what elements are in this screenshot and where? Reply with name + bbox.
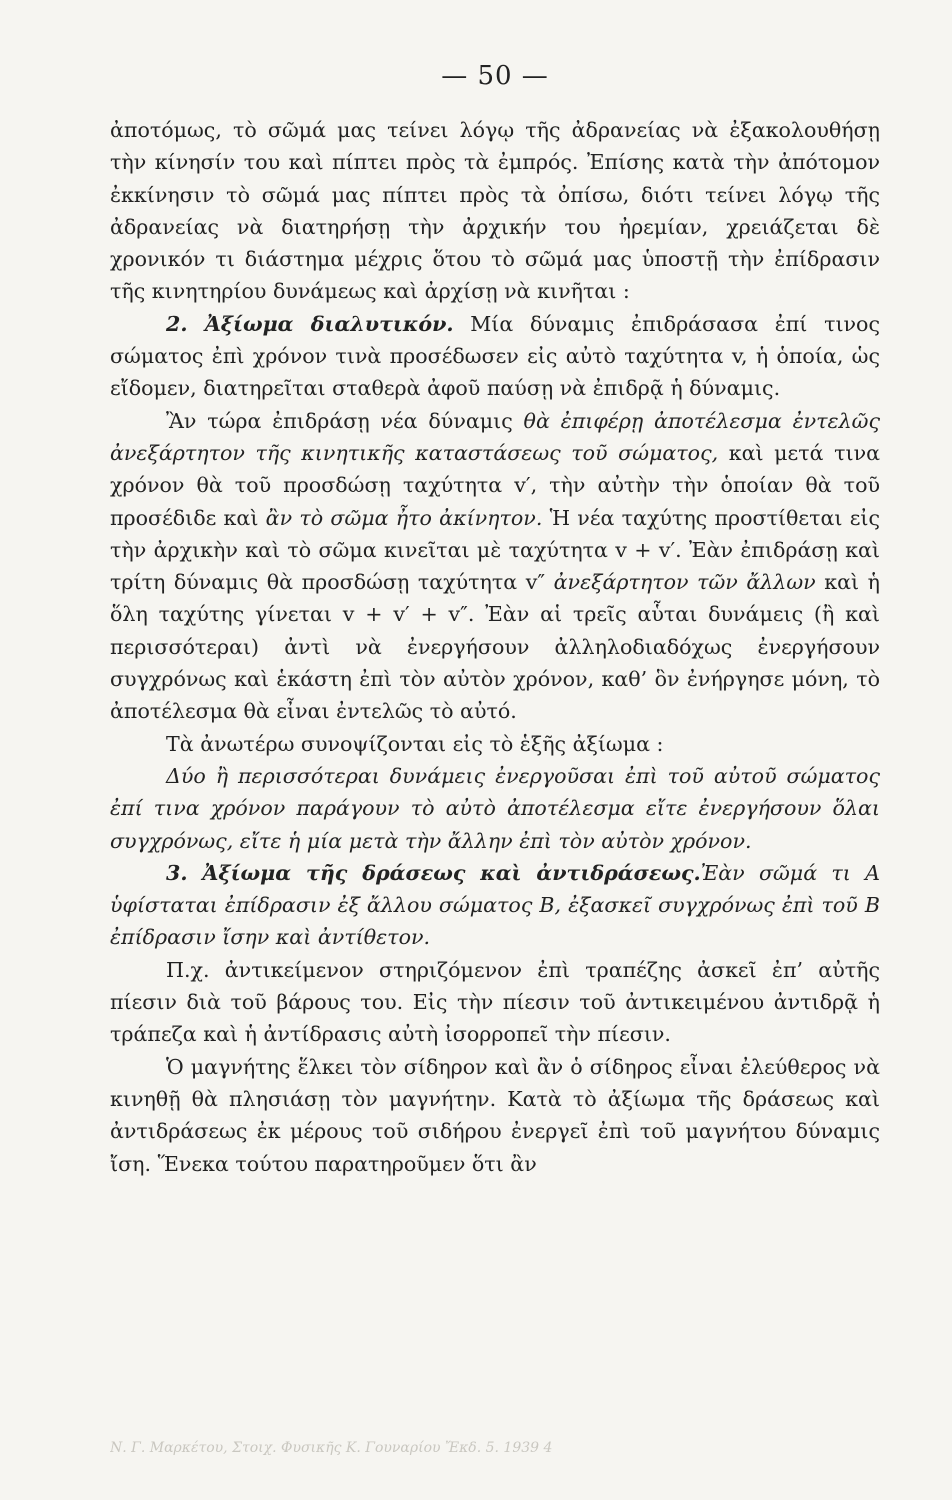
paragraph-inertia: ἀποτόμως, τὸ σῶμά μας τείνει λόγῳ τῆς ἀδρανείας νὰ ἐξακολουθήσῃ τὴν κίνησίν του καὶ πίπτει πρὸς τὰ ἐμπρός. Ἐπίσης κατὰ τὴν ἀπότομον ἐκκίνησιν τὸ σῶμά μας πίπτει πρὸς τὰ ὀπίσω, διότι τείνει λόγῳ τῆς ἀδρανείας νὰ διατηρήσῃ τὴν ἀρχικήν του ἠρεμίαν, χρειάζεται δὲ χρονικόν τι διάστημα μέχρις ὅτου τὸ σῶμά μας ὑποστῇ τὴν ἐπίδρασιν τῆς κινητηρίου δυνάμεως καὶ ἀρχίσῃ νὰ κινῆται : — [110, 118, 880, 304]
axiom-2-text: Μία δύναμις ἐπιδράσασα ἐπί τινος σώματος ἐπὶ χρόνον τινὰ προσέδωσεν εἰς αὐτὸ ταχύτητα v, ἡ ὁποία, ὡς εἴδομεν, διατηρεῖται σταθερὰ ἀφοῦ παύσῃ νὰ ἐπιδρᾷ ἡ δύναμις. — [110, 311, 880, 401]
paragraph-magnet-example: Ὁ μαγνήτης ἕλκει τὸν σίδηρον καὶ ἂν ὁ σίδηρος εἶναι ἐλεύθερος νὰ κινηθῇ θὰ πλησιάσῃ τὸν μαγνήτην. Κατὰ τὸ ἀξίωμα τῆς δράσεως καὶ ἀντιδράσεως ἐκ μέρους τοῦ σιδήρου ἐνεργεῖ ἐπὶ τοῦ μαγνήτου δύναμις ἴση. Ἕνεκα τούτου παρατηροῦμεν ὅτι ἂν — [110, 1054, 880, 1176]
paragraph-axiom-statement: Δύο ἢ περισσότεραι δυνάμεις ἐνεργοῦσαι ἐπὶ τοῦ αὐτοῦ σώματος ἐπί τινα χρόνον παράγουν τὸ αὐτὸ ἀποτέλεσμα εἴτε ἐνεργήσουν ὅλαι συγχρόνως, εἴτε ἡ μία μετὰ τὴν ἄλλην ἐπὶ τὸν αὐτὸν χρόνον. — [110, 763, 880, 853]
axiom-3-text: Ἐὰν σῶμά τι Α ὑφίσταται ἐπίδρασιν ἐξ ἄλλου σώματος Β, ἐξασκεῖ συγχρόνως ἐπὶ τοῦ Β ἐπίδρασιν ἴσην καὶ ἀντίθετον. — [110, 860, 880, 950]
superposition-text-g: καὶ ἡ ὅλη ταχύτης γίνεται v + v′ + v″. Ἐὰν αἱ τρεῖς αὗται δυνάμεις (ἢ καὶ περισσότεραι) ἀντὶ νὰ ἐνεργήσουν ἀλληλοδιαδόχως ἐνεργήσουν συγχρόνως καὶ ἑκάστη ἐπὶ τὸν αὐτὸν χρόνον, καθ’ ὃν ἐνήργησε μόνη, τὸ ἀποτέλεσμα θὰ εἶναι ἐντελῶς τὸ αὐτό. — [110, 570, 880, 724]
superposition-text-c: καὶ μετά τινα χρόνον θὰ τοῦ προσδώσῃ ταχύτητα v′, τὴν αὐτὴν τὴν ὁποίαν θὰ τοῦ προσέδιδε καὶ — [110, 440, 880, 530]
superposition-text-f: ἀνεξάρτητον τῶν ἄλλων — [553, 570, 816, 595]
superposition-text-d: ἂν τὸ σῶμα ἦτο ἀκίνητον. — [265, 505, 543, 530]
paragraph-table-example: Π.χ. ἀντικείμενον στηριζόμενον ἐπὶ τραπέζης ἀσκεῖ ἐπ’ αὐτῆς πίεσιν διὰ τοῦ βάρους του. Εἰς τὴν πίεσιν τοῦ ἀντικειμένου ἀντιδρᾷ ἡ τράπεζα καὶ ἡ ἀντίδρασις αὐτὴ ἰσορροπεῖ τὴν πίεσιν. — [110, 957, 880, 1047]
paragraph-axiom-2 — [110, 308, 880, 405]
paragraph-summary-intro: Τὰ ἀνωτέρω συνοψίζονται εἰς τὸ ἑξῆς ἀξίωμα : — [166, 731, 664, 756]
superposition-text-a: Ἂν τώρα ἐπιδράσῃ νέα δύναμις — [166, 408, 524, 433]
document-page — [110, 56, 880, 1180]
axiom-3-heading: 3. Ἀξίωμα τῆς δράσεως καὶ ἀντιδράσεως. — [166, 860, 701, 885]
superposition-text-e: Ἡ νέα ταχύτης προστίθεται εἰς τὴν ἀρχικὴν καὶ τὸ σῶμα κινεῖται μὲ ταχύτητα v + v′. Ἐὰν ἐπιδράσῃ καὶ τρίτη δύναμις θὰ προσδώσῃ ταχύτητα v″ — [110, 505, 881, 595]
page-number: — 50 — — [441, 61, 549, 91]
paragraph-superposition — [110, 405, 880, 728]
body-text — [110, 114, 880, 1180]
axiom-2-heading: 2. Ἀξίωμα διαλυτικόν. — [166, 311, 454, 336]
paragraph-axiom-3 — [110, 857, 880, 954]
footer-bleed-text: Ν. Γ. Μαρκέτου, Στοιχ. Φυσικῆς Κ. Γουναρίου Ἔκδ. 5. 1939 4 — [110, 1440, 553, 1456]
superposition-text-b: θὰ ἐπιφέρῃ ἀποτέλεσμα ἐντελῶς ἀνεξάρτητον τῆς κινητικῆς καταστάσεως τοῦ σώματος, — [110, 408, 880, 465]
